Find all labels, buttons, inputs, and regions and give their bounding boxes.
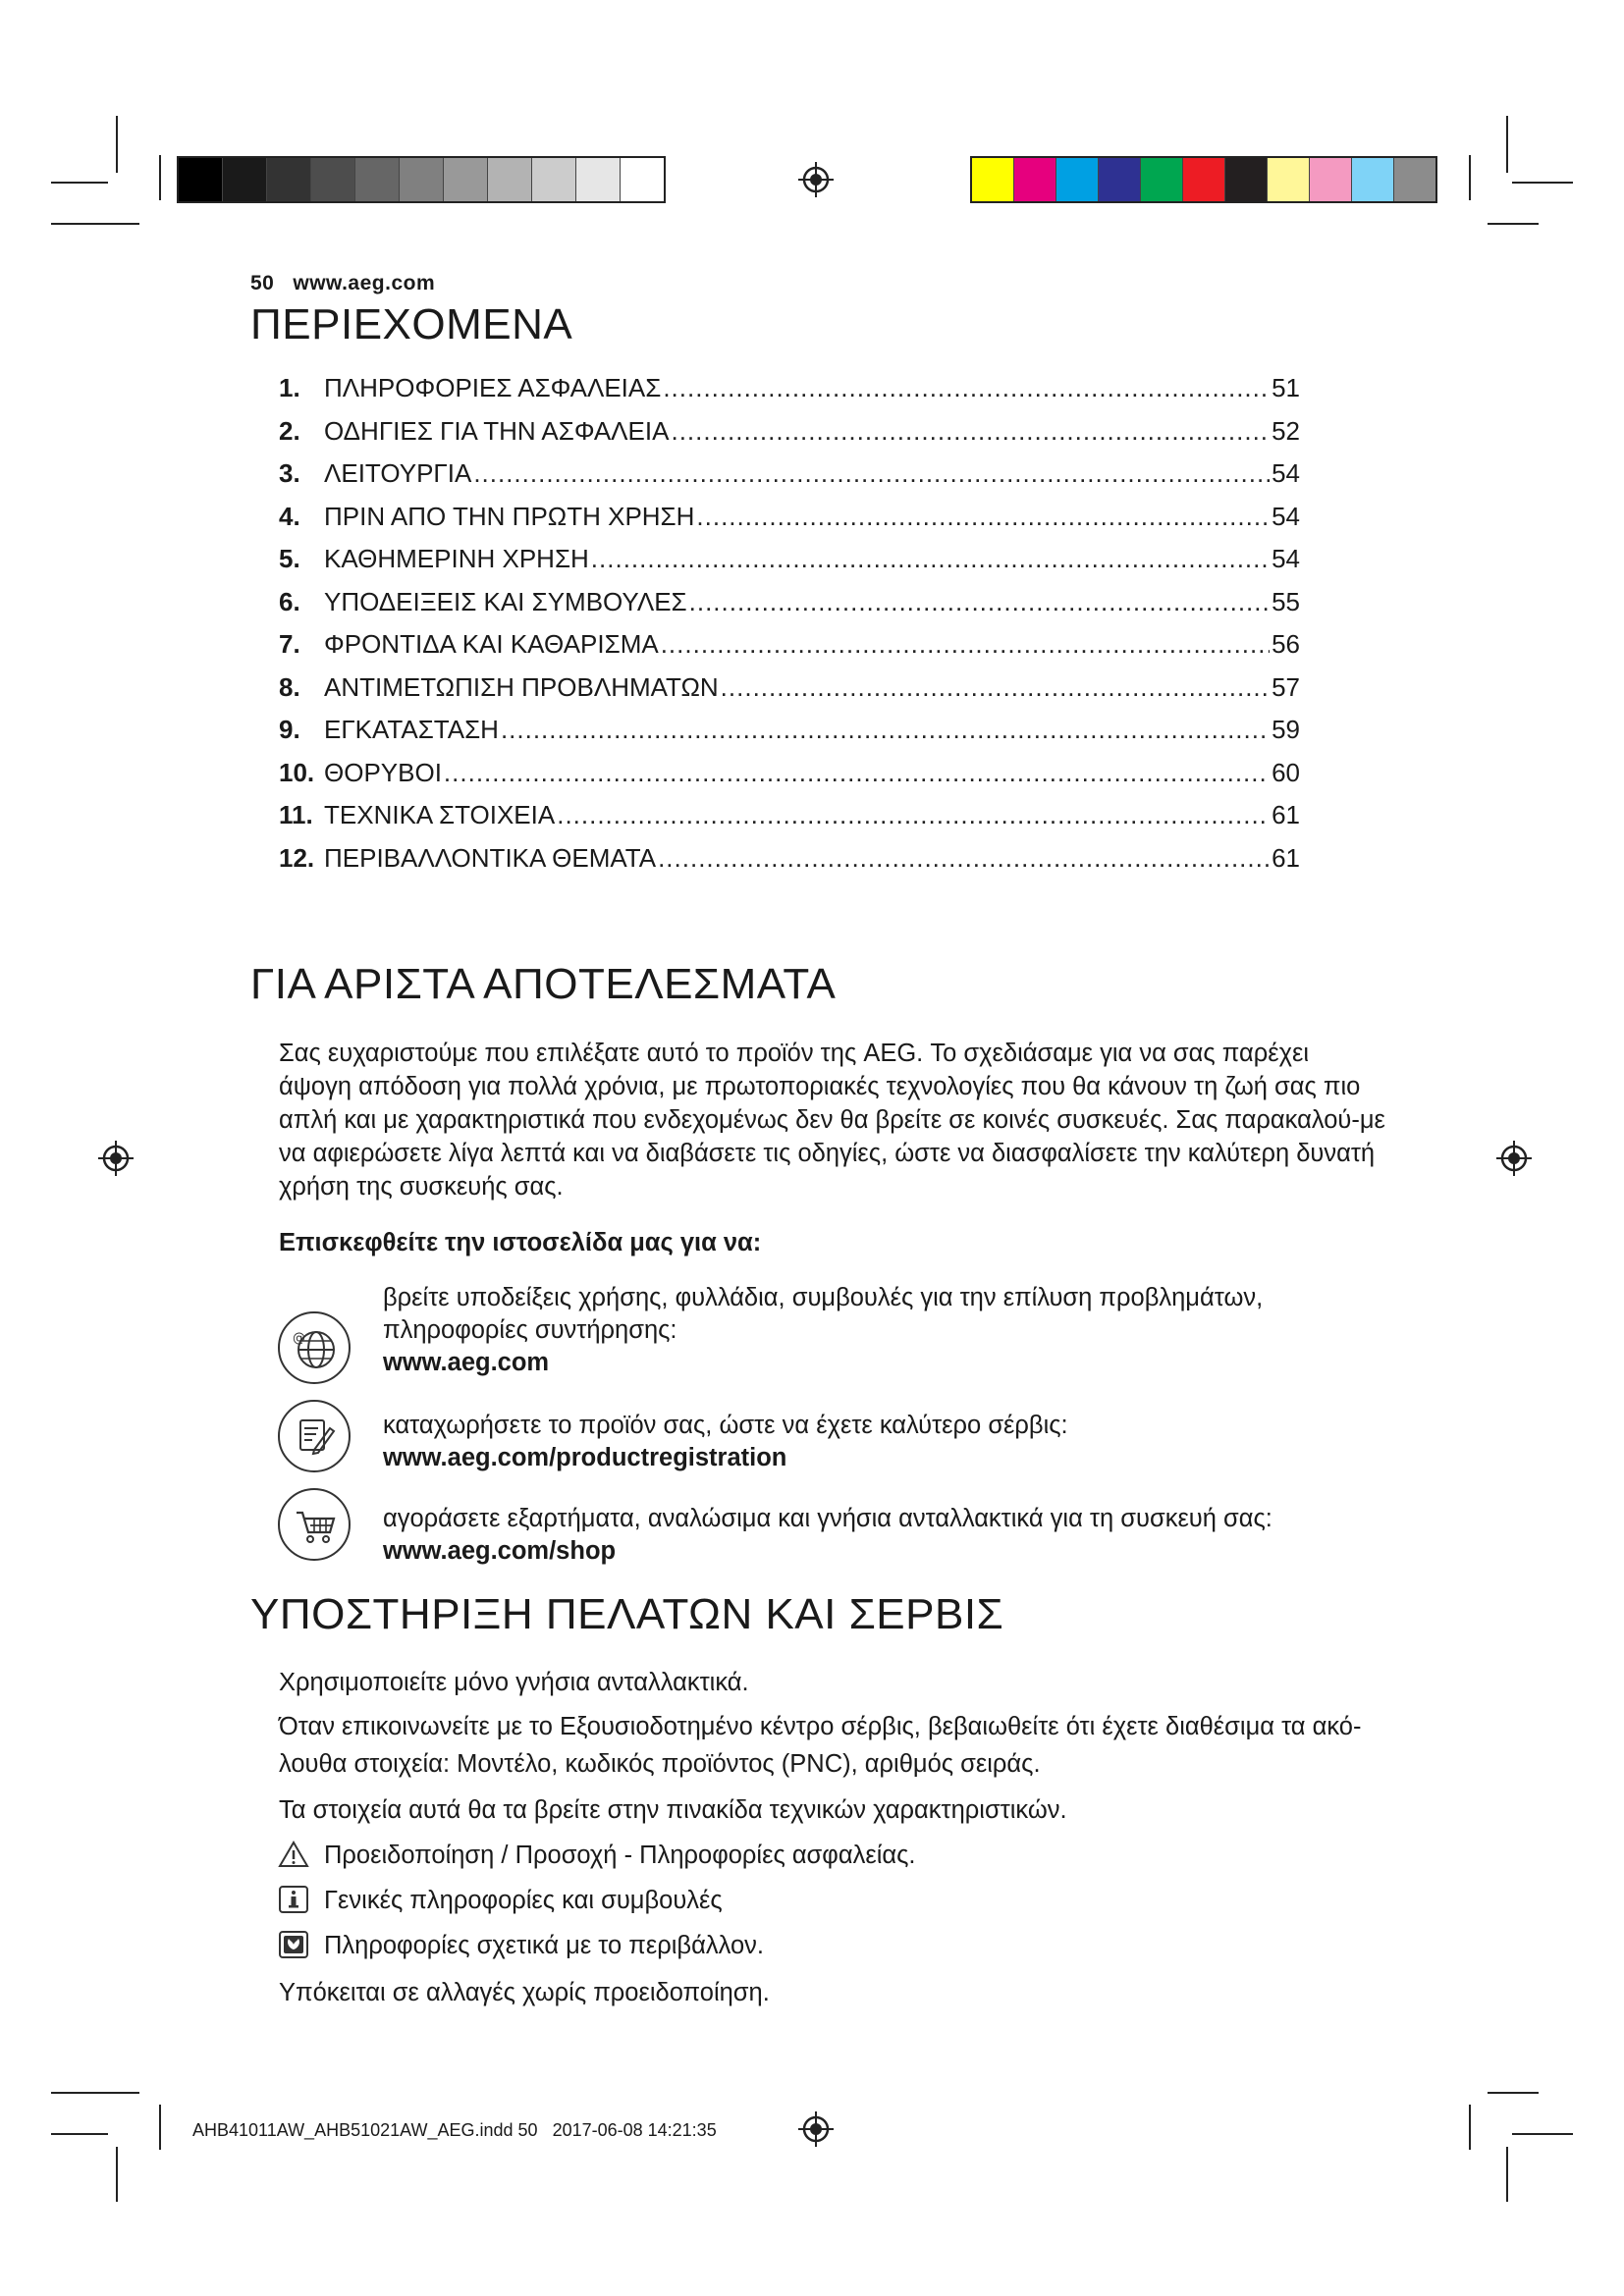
toc-number: 8. [279, 671, 300, 702]
toc-leader-dots [501, 715, 1270, 745]
toc-page-number: 56 [1272, 629, 1300, 659]
environment-icon [278, 1930, 309, 1959]
visit-heading: Επισκεφθείτε την ιστοσελίδα μας για να: [279, 1229, 762, 1256]
link-item-registration [383, 1410, 1404, 1474]
warning-legend: Προειδοποίηση / Προσοχή - Πληροφορίες ασφαλείας. [324, 1842, 916, 1869]
toc-title: ΛΕΙΤΟΥΡΓΙΑ [324, 458, 472, 488]
grayscale-color-bar [177, 156, 666, 203]
support-title: ΥΠΟΣΤΗΡΙΞΗ ΠΕΛΑΤΩΝ ΚΑΙ ΣΕΡΒΙΣ [250, 1590, 1004, 1638]
toc-leader-dots [473, 458, 1270, 489]
toc-entry[interactable] [279, 629, 1300, 672]
website-link[interactable]: www.aeg.com [293, 272, 436, 294]
color-swatch [1267, 158, 1309, 201]
toc-page-number: 61 [1272, 800, 1300, 829]
toc-leader-dots [663, 373, 1270, 403]
toc-page-number: 54 [1272, 501, 1300, 531]
toc-number: 11. [279, 800, 313, 829]
toc-entry[interactable] [279, 373, 1300, 416]
toc-title: ΠΛΗΡΟΦΟΡΙΕΣ ΑΣΦΑΛΕΙΑΣ [324, 373, 662, 402]
toc-entry[interactable] [279, 416, 1300, 459]
color-swatch [222, 158, 266, 201]
color-swatch [266, 158, 310, 201]
toc-entry[interactable] [279, 800, 1300, 843]
color-swatch [1393, 158, 1435, 201]
toc-leader-dots [721, 672, 1270, 703]
color-swatch [1056, 158, 1098, 201]
document-pen-icon [278, 1400, 351, 1472]
toc-title: ΤΕΧΝΙΚΑ ΣΤΟΙΧΕΙΑ [324, 800, 556, 829]
color-swatch [575, 158, 620, 201]
support-line-3: Τα στοιχεία αυτά θα τα βρείτε στην πινακίδα τεχνικών χαρακτηριστικών. [279, 1796, 1067, 1824]
print-slug [192, 2120, 717, 2141]
toc-page-number: 54 [1272, 458, 1300, 488]
link-description: βρείτε υποδείξεις χρήσης, φυλλάδια, συμβουλές για την επίλυση προβλημάτων, πληροφορίες συντήρησης: [383, 1284, 1264, 1344]
toc-page-number: 55 [1272, 586, 1300, 616]
registration-mark-icon [796, 160, 836, 199]
toc-leader-dots [671, 416, 1270, 447]
color-swatch [354, 158, 399, 201]
toc-title: ΦΡΟΝΤΙΔΑ ΚΑΙ ΚΑΘΑΡΙΣΜΑ [324, 629, 659, 659]
color-swatch [1351, 158, 1393, 201]
registration-mark-icon [796, 2109, 836, 2149]
support-line-1: Χρησιμοποιείτε μόνο γνήσια ανταλλακτικά. [279, 1669, 749, 1696]
toc-number: 4. [279, 501, 300, 531]
color-swatch [1309, 158, 1351, 201]
link-item-support [383, 1282, 1404, 1379]
toc-page-number: 54 [1272, 544, 1300, 573]
toc-page-number: 60 [1272, 757, 1300, 787]
color-swatch [1098, 158, 1140, 201]
registration-mark-icon [96, 1139, 135, 1178]
toc-entry[interactable] [279, 458, 1300, 502]
page-number: 50 [250, 272, 275, 294]
link-item-shop [383, 1503, 1404, 1568]
support-url-link[interactable]: www.aeg.com [383, 1349, 550, 1376]
warning-icon [278, 1840, 309, 1869]
toc-leader-dots [591, 544, 1270, 574]
table-of-contents [279, 373, 1300, 885]
toc-page-number: 52 [1272, 415, 1300, 446]
shop-link[interactable]: www.aeg.com/shop [383, 1537, 617, 1565]
closing-note: Υπόκειται σε αλλαγές χωρίς προειδοποίηση. [279, 1979, 770, 2006]
toc-entry[interactable] [279, 672, 1300, 716]
toc-page-number: 59 [1272, 715, 1300, 744]
color-swatch [399, 158, 443, 201]
registration-mark-icon [1494, 1139, 1534, 1178]
link-description: καταχωρήσετε το προϊόν σας, ώστε να έχετε καλύτερο σέρβις: [383, 1412, 1068, 1439]
info-icon [278, 1885, 309, 1914]
color-swatch [179, 158, 222, 201]
contents-title: ΠΕΡΙΕΧΟΜΕΝΑ [250, 300, 573, 348]
print-datetime: 2017-06-08 14:21:35 [552, 2120, 717, 2140]
toc-entry[interactable] [279, 544, 1300, 587]
toc-number: 7. [279, 629, 300, 659]
toc-title: ΟΔΗΓΙΕΣ ΓΙΑ ΤΗΝ ΑΣΦΑΛΕΙΑ [324, 415, 670, 446]
toc-page-number: 57 [1272, 671, 1300, 702]
toc-title: ΚΑΘΗΜΕΡΙΝΗ ΧΡΗΣΗ [324, 544, 589, 573]
color-swatch [1182, 158, 1224, 201]
toc-title: ΠΡΙΝ ΑΠΟ ΤΗΝ ΠΡΩΤΗ ΧΡΗΣΗ [324, 501, 695, 531]
toc-page-number: 61 [1272, 842, 1300, 873]
toc-leader-dots [658, 843, 1270, 874]
toc-entry[interactable] [279, 843, 1300, 886]
toc-number: 6. [279, 586, 300, 616]
toc-leader-dots [689, 587, 1270, 617]
toc-number: 3. [279, 458, 300, 488]
toc-title: ΠΕΡΙΒΑΛΛΟΝΤΙΚΑ ΘΕΜΑΤΑ [324, 842, 657, 873]
toc-number: 10. [279, 757, 315, 787]
color-swatch [620, 158, 664, 201]
toc-title: ΥΠΟΔΕΙΞΕΙΣ ΚΑΙ ΣΥΜΒΟΥΛΕΣ [324, 586, 687, 616]
color-swatch [531, 158, 575, 201]
color-swatch [1224, 158, 1267, 201]
toc-number: 1. [279, 373, 300, 402]
globe-icon [278, 1311, 351, 1384]
toc-entry[interactable] [279, 758, 1300, 801]
toc-number: 12. [279, 842, 315, 873]
toc-entry[interactable] [279, 502, 1300, 545]
color-swatch [1013, 158, 1056, 201]
process-color-bar [970, 156, 1437, 203]
toc-leader-dots [696, 502, 1270, 532]
color-swatch [310, 158, 354, 201]
svg-text:@: @ [293, 1331, 305, 1346]
toc-title: ΕΓΚΑΤΑΣΤΑΣΗ [324, 715, 499, 744]
toc-number: 5. [279, 544, 300, 573]
toc-title: ΑΝΤΙΜΕΤΩΠΙΣΗ ΠΡΟΒΛΗΜΑΤΩΝ [324, 671, 719, 702]
toc-page-number: 51 [1272, 373, 1300, 402]
intro-paragraph: Σας ευχαριστούμε που επιλέξατε αυτό το προϊόν της AEG. Το σχεδιάσαμε για να σας παρέχει άψογη απόδοση για πολλά χρόνια, με πρωτοποριακές τεχνολογίες που θα κάνουν τη ζωή σας πιο απλή και με χαρακτηριστικά που ενδεχομένως δεν θα βρείτε σε κοινές συσκευές. Σας παρακαλού-με να αφιερώσετε λίγα λεπτά και να διαβάσετε τις οδηγίες, ώστε να διασφαλίσετε την καλύτερη δυνατή χρήση της συσκευής σας. [279, 1040, 1385, 1201]
color-swatch [487, 158, 531, 201]
toc-number: 2. [279, 415, 300, 446]
link-description: αγοράσετε εξαρτήματα, αναλώσιμα και γνήσια ανταλλακτικά για τη συσκευή σας: [383, 1505, 1272, 1532]
support-line-2: Όταν επικοινωνείτε με το Εξουσιοδοτημένο κέντρο σέρβις, βεβαιωθείτε ότι έχετε διαθέσιμα τα ακό-λουθα στοιχεία: Μοντέλο, κωδικός προϊόντος (PNC), αριθμός σειράς. [279, 1713, 1362, 1778]
toc-number: 9. [279, 715, 300, 744]
color-swatch [443, 158, 487, 201]
toc-entry[interactable] [279, 715, 1300, 758]
shopping-cart-icon [278, 1488, 351, 1561]
info-legend: Γενικές πληροφορίες και συμβουλές [324, 1887, 723, 1914]
page-header [250, 272, 435, 295]
color-swatch [972, 158, 1013, 201]
toc-entry[interactable] [279, 587, 1300, 630]
toc-leader-dots [444, 758, 1270, 788]
toc-leader-dots [557, 800, 1270, 830]
product-registration-link[interactable]: www.aeg.com/productregistration [383, 1444, 787, 1471]
toc-leader-dots [661, 629, 1270, 660]
best-results-title: ΓΙΑ ΑΡΙΣΤΑ ΑΠΟΤΕΛΕΣΜΑΤΑ [250, 960, 837, 1008]
file-name: AHB41011AW_AHB51021AW_AEG.indd 50 [192, 2120, 538, 2140]
toc-title: ΘΟΡΥΒΟΙ [324, 757, 442, 787]
environment-legend: Πληροφορίες σχετικά με το περιβάλλον. [324, 1932, 764, 1959]
color-swatch [1140, 158, 1182, 201]
